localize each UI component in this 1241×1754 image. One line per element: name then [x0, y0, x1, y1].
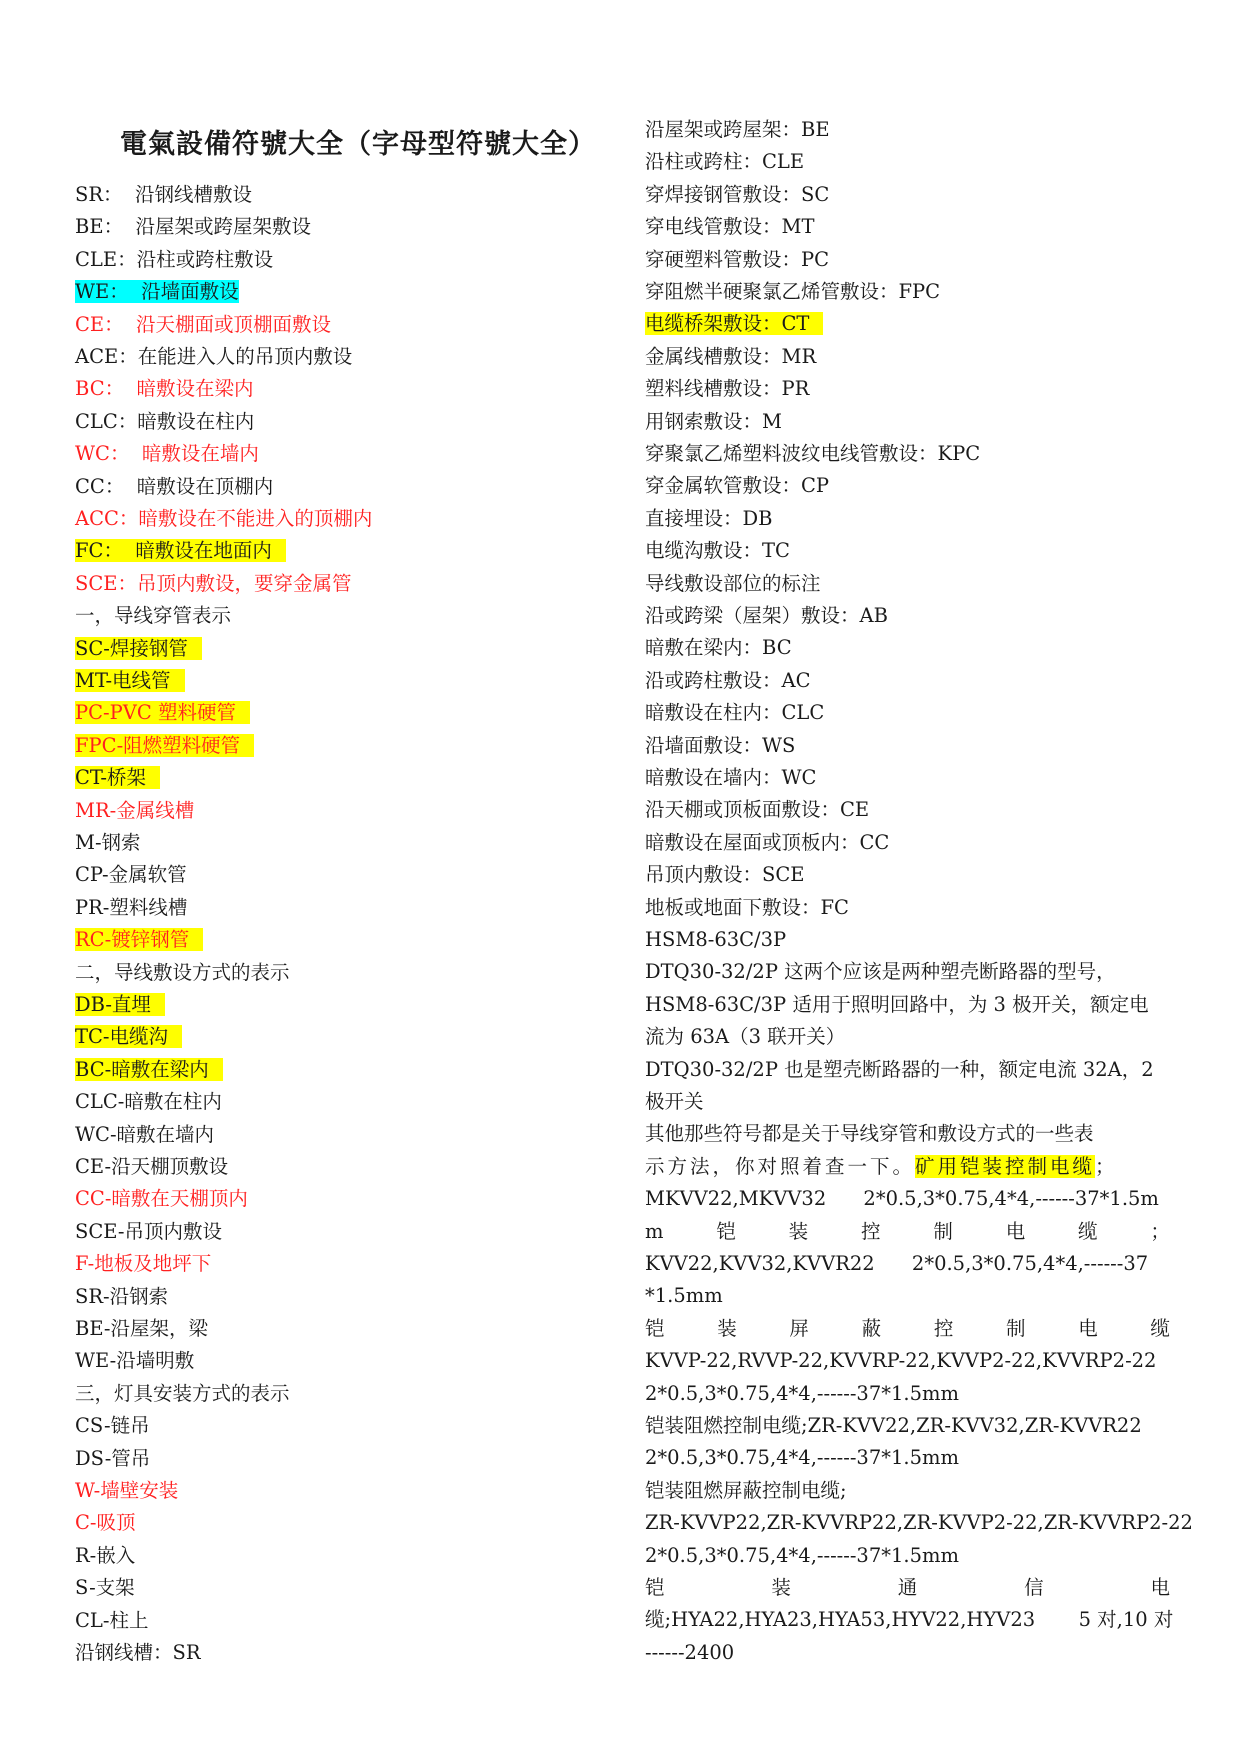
line-text: 沿墙面敷设：WS — [645, 733, 796, 757]
line-text: FC： 暗敷设在地面内 — [75, 539, 286, 562]
line-text: WC-暗敷在墙内 — [75, 1122, 215, 1146]
line-text: 沿或跨梁（屋架）敷设：AB — [645, 604, 888, 627]
left-line — [75, 1346, 194, 1376]
spread-word: 铠 — [716, 1219, 736, 1243]
left-line — [75, 277, 239, 307]
left-line — [75, 1314, 208, 1344]
line-text: PC-PVC 塑料硬管 — [75, 701, 250, 724]
left-line — [75, 342, 352, 372]
line-text: BC-暗敷在梁内 — [75, 1058, 223, 1081]
right-line — [645, 277, 1170, 307]
right-line — [645, 180, 1170, 210]
line-text: CC-暗敷在天棚顶内 — [75, 1187, 248, 1211]
line-text: BE： 沿屋架或跨屋架敷设 — [75, 215, 311, 239]
spread-word: 控 — [933, 1316, 954, 1340]
line-text: 沿天棚或顶板面敷设：CE — [645, 798, 870, 822]
line-text: CS-链吊 — [75, 1414, 150, 1438]
line-text: 沿或跨柱敷设：AC — [645, 668, 811, 692]
line-text: 2*0.5,3*0.75,4*4,------37*1.5mm — [645, 1543, 959, 1567]
spread-word: 铠 — [645, 1316, 665, 1340]
spread-word: 制 — [1006, 1316, 1026, 1340]
line-text: 三，灯具安装方式的表示 — [75, 1381, 290, 1405]
left-line — [75, 698, 250, 728]
right-line — [645, 245, 1170, 275]
spread-word: 通 — [897, 1576, 918, 1599]
line-text: ； — [1095, 1154, 1118, 1178]
spread-word: 制 — [933, 1219, 953, 1243]
spread-word: 装 — [771, 1576, 791, 1599]
right-line — [645, 957, 1170, 987]
left-line — [75, 245, 273, 275]
left-line — [75, 763, 160, 793]
spread-word: 信 — [1024, 1576, 1044, 1599]
line-text: CP-金属软管 — [75, 863, 187, 887]
line-text: 缆;HYA22,HYA23,HYA53,HYV22,HYV23 5 对,10 对 — [645, 1608, 1174, 1632]
line-text: MR-金属线槽 — [75, 798, 195, 822]
line-text: 塑料线槽敷设：PR — [645, 377, 810, 401]
right-line — [645, 504, 1170, 534]
line-text: WE： 沿墙面敷设 — [75, 280, 239, 304]
left-line — [75, 860, 187, 890]
line-text: C-吸顶 — [75, 1511, 136, 1535]
line-text: HSM8-63C/3P 适用于照明回路中，为 3 极开关，额定电 — [645, 992, 1149, 1016]
left-line — [75, 796, 194, 826]
left-line — [75, 1055, 223, 1085]
line-text: CL-柱上 — [75, 1608, 149, 1632]
left-line — [75, 1573, 135, 1603]
left-line — [75, 504, 372, 534]
spread-word: 装 — [717, 1316, 737, 1340]
line-text: HSM8-63C/3P — [645, 928, 787, 951]
line-text: CC： 暗敷设在顶棚内 — [75, 474, 274, 498]
line-text: 铠装阻燃控制电缆;ZR-KVV22,ZR-KVV32,ZR-KVVR22 — [645, 1414, 1142, 1437]
line-text: TC-电缆沟 — [75, 1025, 182, 1048]
left-line — [75, 893, 187, 923]
right-line — [645, 633, 1170, 663]
line-text: 穿阻燃半硬聚氯乙烯管敷设：FPC — [645, 280, 941, 303]
line-text: 沿钢线槽：SR — [75, 1641, 201, 1664]
right-line — [645, 1314, 1170, 1344]
left-line — [75, 990, 165, 1020]
line-text: BC： 暗敷设在梁内 — [75, 377, 254, 401]
right-line — [645, 1443, 1170, 1473]
right-line — [645, 990, 1170, 1020]
line-text: WC： 暗敷设在墙内 — [75, 442, 259, 466]
left-line — [75, 569, 352, 599]
spread-word: 控 — [861, 1219, 881, 1243]
right-line — [645, 601, 1170, 631]
line-text: R-嵌入 — [75, 1543, 136, 1567]
line-text: 一，导线穿管表示 — [75, 604, 232, 628]
left-line — [75, 958, 290, 988]
right-line — [645, 828, 1170, 858]
right-line — [645, 1573, 1170, 1603]
left-line — [75, 1120, 214, 1150]
right-line — [645, 1217, 1170, 1247]
spread-word: 屏 — [789, 1316, 809, 1340]
line-text: 铠装阻燃屏蔽控制电缆; — [645, 1478, 847, 1502]
line-text: FPC-阻燃塑料硬管 — [75, 734, 254, 757]
line-text: 吊顶内敷设：SCE — [645, 863, 805, 887]
spread-word: 缆 — [1078, 1219, 1098, 1243]
left-line — [75, 666, 185, 696]
right-line — [645, 569, 1170, 599]
line-text: 暗敷设在墙内：WC — [645, 766, 817, 789]
left-line — [75, 1508, 136, 1538]
line-text: *1.5mm — [645, 1284, 723, 1308]
line-text: 其他那些符号都是关于导线穿管和敷设方式的一些表 — [645, 1122, 1094, 1146]
spread-word: 缆 — [1150, 1316, 1170, 1340]
line-text: MT-电线管 — [75, 669, 185, 692]
right-line — [645, 212, 1170, 242]
right-line — [645, 374, 1170, 404]
right-line — [645, 1605, 1174, 1635]
left-line — [75, 1184, 248, 1214]
right-line — [645, 1476, 1170, 1506]
right-line — [645, 1022, 1170, 1052]
line-text: 暗敷设在屋面或顶板内：CC — [645, 830, 890, 854]
right-line — [645, 1249, 1170, 1279]
line-text: ACE：在能进入人的吊顶内敷设 — [75, 345, 353, 368]
right-line — [645, 860, 1170, 890]
line-text: W-墙壁安装 — [75, 1479, 179, 1502]
left-line — [75, 1249, 211, 1279]
right-line — [645, 1119, 1170, 1149]
line-text: CLC：暗敷设在柱内 — [75, 409, 255, 433]
line-text: M-钢索 — [75, 831, 141, 854]
left-line — [75, 1022, 182, 1052]
right-line — [645, 342, 1170, 372]
highlighted-text: 矿用铠装控制电缆 — [915, 1154, 1096, 1178]
line-text: SCE-吊顶内敷设 — [75, 1219, 222, 1243]
page-title: 電氣設備符號大全（字母型符號大全） — [120, 129, 596, 160]
left-line — [75, 536, 286, 566]
spread-word: 电 — [1150, 1576, 1170, 1599]
line-text: BE-沿屋架，梁 — [75, 1317, 209, 1340]
line-text: 地板或地面下敷设：FC — [645, 895, 849, 919]
spread-word: m — [645, 1219, 664, 1243]
line-text: 金属线槽敷设：MR — [645, 344, 817, 368]
line-text: KVVP-22,RVVP-22,KVVRP-22,KVVP2-22,KVVRP2-22 — [645, 1349, 1157, 1373]
left-line — [75, 407, 254, 437]
spread-word: 铠 — [645, 1576, 665, 1599]
right-line — [645, 1055, 1170, 1085]
left-line — [75, 1476, 178, 1506]
line-text: 二，导线敷设方式的表示 — [75, 960, 290, 984]
line-text: WE-沿墙明敷 — [75, 1349, 195, 1373]
spread-word: 装 — [788, 1219, 809, 1243]
right-line — [645, 1087, 1170, 1117]
left-line — [75, 1541, 135, 1571]
right-line — [645, 309, 1170, 339]
line-text: DTQ30-32/2P 也是塑壳断路器的一种，额定电流 32A，2 — [645, 1057, 1154, 1081]
left-line — [75, 1087, 222, 1117]
line-text: 用钢索敷设：M — [645, 409, 782, 433]
right-line — [645, 115, 1170, 145]
right-line — [645, 925, 1170, 955]
left-line — [75, 731, 254, 761]
line-text: MKVV22,MKVV32 2*0.5,3*0.75,4*4,------37*1.5m — [645, 1187, 1159, 1211]
right-line — [645, 893, 1170, 923]
left-line — [75, 212, 311, 242]
left-line — [75, 1217, 222, 1247]
spread-word: 电 — [1078, 1316, 1098, 1340]
line-text: CLC-暗敷在柱内 — [75, 1090, 222, 1114]
line-text: DB-直埋 — [75, 993, 165, 1016]
right-line — [645, 1508, 1193, 1538]
right-line — [645, 1281, 1170, 1311]
right-line — [645, 698, 1170, 728]
line-text: DS-管吊 — [75, 1446, 151, 1470]
line-text: DTQ30-32/2P 这两个应该是两种塑壳断路器的型号， — [645, 960, 1116, 984]
line-text: SR-沿钢索 — [75, 1284, 169, 1308]
left-line — [75, 180, 252, 210]
line-text: ZR-KVVP22,ZR-KVVRP22,ZR-KVVP2-22,ZR-KVVRP2-22 — [645, 1511, 1193, 1535]
left-line — [75, 472, 273, 502]
line-text: F-地板及地坪下 — [75, 1252, 212, 1276]
line-text: ------2400 — [645, 1640, 735, 1664]
line-text: KVV22,KVV32,KVVR22 2*0.5,3*0.75,4*4,------37 — [645, 1252, 1149, 1275]
left-line — [75, 374, 254, 404]
line-text: 暗敷设在柱内：CLC — [645, 701, 825, 725]
spread-word: ； — [1150, 1219, 1170, 1243]
line-text: CLE：沿柱或跨柱敷设 — [75, 247, 274, 271]
line-text: CE-沿天棚顶敷设 — [75, 1155, 229, 1178]
right-line — [645, 439, 1170, 469]
left-line — [75, 1282, 168, 1312]
left-line — [75, 1444, 150, 1474]
line-text: ACC：暗敷设在不能进入的顶棚内 — [75, 507, 373, 530]
line-text: SCE：吊顶内敷设，要穿金属管 — [75, 571, 352, 595]
left-line — [75, 1379, 290, 1409]
spread-word: 电 — [1005, 1219, 1026, 1243]
line-text: S-支架 — [75, 1576, 135, 1600]
left-line — [75, 1606, 148, 1636]
right-line — [645, 1346, 1170, 1376]
right-line — [645, 763, 1170, 793]
line-text: CE： 沿天棚面或顶棚面敷设 — [75, 312, 332, 336]
right-line — [645, 795, 1170, 825]
line-text: PR-塑料线槽 — [75, 895, 188, 919]
right-line — [645, 1152, 1170, 1182]
line-text: 沿屋架或跨屋架：BE — [645, 118, 830, 141]
right-line — [645, 731, 1170, 761]
line-text: 电缆桥架敷设：CT — [645, 312, 823, 335]
line-text: 穿焊接钢管敷设：SC — [645, 182, 830, 206]
right-line — [645, 471, 1170, 501]
left-line — [75, 601, 231, 631]
left-line — [75, 310, 331, 340]
left-line — [75, 1638, 201, 1668]
left-line — [75, 1411, 150, 1441]
left-line — [75, 1152, 228, 1182]
line-text: 电缆沟敷设：TC — [645, 539, 790, 563]
line-text: 穿电线管敷设：MT — [645, 215, 815, 239]
right-line — [645, 1379, 1170, 1409]
line-text: 穿硬塑料管敷设：PC — [645, 247, 830, 271]
line-text: 穿金属软管敷设：CP — [645, 474, 830, 498]
line-text: CT-桥架 — [75, 766, 160, 789]
right-line — [645, 407, 1170, 437]
right-line — [645, 1541, 1170, 1571]
left-line — [75, 925, 203, 955]
line-text: 流为 63A（3 联开关） — [645, 1025, 846, 1049]
right-line — [645, 536, 1170, 566]
line-text: 沿柱或跨柱：CLE — [645, 150, 805, 174]
line-text: 直接埋设：DB — [645, 506, 773, 530]
right-line — [645, 666, 1170, 696]
line-text: 导线敷设部位的标注 — [645, 571, 821, 595]
line-text: 穿聚氯乙烯塑料波纹电线管敷设：KPC — [645, 442, 981, 465]
line-text: RC-镀锌钢管 — [75, 928, 203, 951]
left-line — [75, 634, 202, 664]
line-text: 示方法，你对照着查一下。 — [645, 1154, 916, 1178]
right-line — [645, 147, 1170, 177]
line-text: 2*0.5,3*0.75,4*4,------37*1.5mm — [645, 1381, 959, 1405]
spread-word: 蔽 — [861, 1316, 882, 1340]
line-text: SC-焊接钢管 — [75, 637, 202, 660]
right-line — [645, 1411, 1170, 1441]
right-line — [645, 1638, 1170, 1668]
right-line — [645, 1184, 1170, 1214]
line-text: 2*0.5,3*0.75,4*4,------37*1.5mm — [645, 1446, 959, 1470]
left-line — [75, 828, 141, 858]
line-text: 暗敷在梁内：BC — [645, 636, 792, 660]
line-text: 极开关 — [645, 1090, 704, 1113]
left-line — [75, 439, 259, 469]
line-text: SR： 沿钢线槽敷设 — [75, 183, 252, 206]
